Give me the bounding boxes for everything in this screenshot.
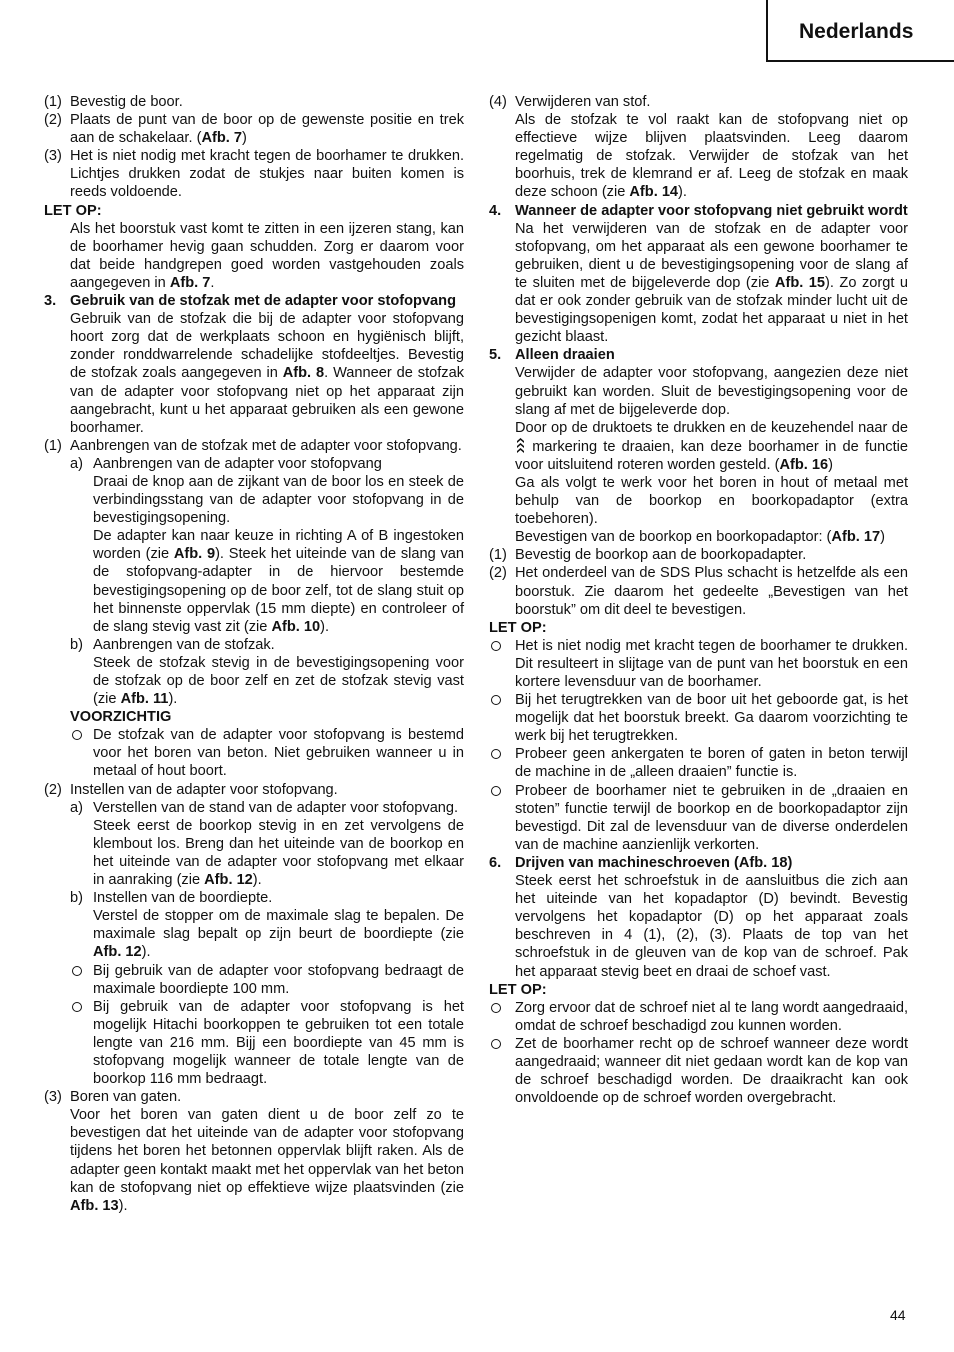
paragraph xyxy=(44,220,464,292)
paragraph-text: Bevestig de boor. xyxy=(70,94,183,110)
list-marker: (3) xyxy=(44,148,62,165)
bullet-circle-icon xyxy=(491,1003,501,1013)
paragraph xyxy=(44,636,464,654)
paragraph xyxy=(489,202,908,220)
paragraph-text: Probeer geen ankergaten te boren of gaten in beton terwijl de machine in de „alleen draaien” functie is. xyxy=(515,746,908,781)
paragraph xyxy=(489,872,908,981)
figure-reference: Afb. 14 xyxy=(629,184,679,201)
figure-reference: Afb. 12 xyxy=(93,944,142,961)
paragraph-text: De adapter kan naar keuze in richting A of B ingestoken worden (zie xyxy=(93,528,464,563)
paragraph-text: Probeer de boorhamer niet te gebruiken in de „draaien en stoten” functie terwijl de boorkop en de boorkopadaptor zijn bevestigd. Dit zal de levensduur van de diverse onderdelen van de machine aanzienlijk verkorten. xyxy=(515,782,908,853)
paragraph xyxy=(489,1035,908,1107)
paragraph-text: ). xyxy=(320,618,330,635)
list-marker: (1) xyxy=(44,437,62,454)
paragraph xyxy=(44,708,464,726)
paragraph xyxy=(489,981,908,999)
paragraph xyxy=(44,473,464,527)
paragraph xyxy=(44,93,464,111)
paragraph-text: Draai de knop aan de zijkant van de boor los en steek de verbindingsstang van de adapter voor stofopvang in de bevestigingsopening. xyxy=(93,473,464,527)
paragraph xyxy=(489,637,908,691)
paragraph-text: De stofzak van de adapter voor stofopvang is bestemd voor het boren van beton. Niet gebruiken wanneer u in metaal of hout boort. xyxy=(93,727,464,780)
list-marker: 5. xyxy=(489,347,502,364)
paragraph-text: ) xyxy=(880,529,885,546)
list-marker: 6. xyxy=(489,854,502,871)
paragraph xyxy=(44,111,464,147)
bullet-circle-icon xyxy=(491,641,501,651)
paragraph xyxy=(44,962,464,998)
paragraph-text: ) xyxy=(241,130,247,147)
paragraph-text: Aanbrengen van de stofzak. xyxy=(93,636,275,653)
paragraph-text: Gebruik van de stofzak die bij de adapter voor stofopvang hoort zorg dat de werkplaats schoon en hygiënisch blijft, zonder ronddwarrelende schadelijke stofdeeltjes. Bevestig de stofzak zoals aangegeven in xyxy=(70,311,464,382)
paragraph xyxy=(44,654,464,708)
paragraph-text: Drijven van machineschroeven (Afb. 18) xyxy=(515,854,793,871)
paragraph-text: Na het verwijderen van de stofzak en de adapter voor stofopvang, om het apparaat als een gewone boorhamer te gebruiken, dient u de bevestigingsopening voor de slang af te sluiten met de bijgeleverde dop (zie xyxy=(515,220,908,291)
paragraph xyxy=(489,999,908,1035)
bullet-circle-icon xyxy=(491,695,501,705)
paragraph-text: Aanbrengen van de adapter voor stofopvang xyxy=(93,455,382,472)
list-marker: (2) xyxy=(44,112,62,129)
paragraph-text: LET OP xyxy=(44,202,97,219)
paragraph xyxy=(489,564,908,618)
list-marker: (3) xyxy=(44,1089,62,1106)
paragraph-text: ). xyxy=(141,944,151,961)
list-marker: 4. xyxy=(489,202,502,219)
list-marker: a) xyxy=(70,799,83,816)
list-marker: (1) xyxy=(489,547,507,564)
paragraph-text: Bevestigen van de boorkop en boorkopadaptor: ( xyxy=(515,529,832,546)
paragraph-text: ). xyxy=(252,872,262,889)
paragraph-text: . xyxy=(210,274,215,291)
figure-reference: Afb. 13 xyxy=(70,1197,119,1214)
bullet-circle-icon xyxy=(491,786,501,796)
paragraph xyxy=(44,726,464,780)
paragraph-text: VOORZICHTIG xyxy=(70,709,172,726)
paragraph xyxy=(44,437,464,455)
paragraph xyxy=(44,455,464,473)
paragraph xyxy=(489,691,908,745)
paragraph xyxy=(489,220,908,347)
paragraph-text: Steek eerst het schroefstuk in de aansluitbus die zich aan het uiteinde van het kopadaptor (D) bevindt. Bevestig vervolgens het kopadaptor (D) op het apparaat zoals beschreven in 4 (1), (2), (3). Plaats de top van het schroefstuk in de gleuven van de kop van de schroef. Pak het apparaat stevig beet en draai de schoef vast. xyxy=(515,873,908,980)
figure-reference: Afb. 7 xyxy=(169,274,211,291)
paragraph-text: Bij het terugtrekken van de boor uit het geboorde gat, is het mogelijk dat het boorstuk breekt. Ga daarom voorzichting te werk bij het terugtrekken. xyxy=(515,692,908,745)
bullet-circle-icon xyxy=(72,1002,82,1012)
paragraph xyxy=(489,474,908,528)
paragraph-text: ). xyxy=(168,691,178,708)
paragraph xyxy=(489,546,908,564)
paragraph xyxy=(489,782,908,854)
paragraph-text: ). Zo zorgt u dat er ook zonder gebruik van de stofzak minder lucht uit de bevestigingsopenigen komt, zodat het apparaat u niet in het gezicht blaast. xyxy=(515,274,908,346)
paragraph xyxy=(489,111,908,201)
list-marker: (1) xyxy=(44,94,62,110)
paragraph-text: Verstel de stopper om de maximale slag te bepalen. De maximale slag bepalt op zijn beurt de boordiepte (zie xyxy=(93,908,464,943)
figure-reference: Afb. 10 xyxy=(271,618,321,635)
figure-reference: Afb. 15 xyxy=(774,274,826,291)
figure-reference: Afb. 8 xyxy=(282,365,325,382)
paragraph-text: : xyxy=(541,619,547,636)
paragraph-text: Als de stofzak te vol raakt kan de stofopvang niet op effectieve wijze blijven plaatsvinden. Leeg daarom regelmatig de stofzak. Verwijder de stofzak van het boorhuis, trek de klemrand er af. Leeg de stofzak en maak deze schoon (zie xyxy=(515,112,908,201)
paragraph xyxy=(489,93,908,111)
paragraph-text: Bij gebruik van de adapter voor stofopvang bedraagt de maximale boordiepte 100 mm. xyxy=(93,962,464,997)
paragraph xyxy=(44,998,464,1088)
paragraph-text: . Wanneer de stofzak van de adapter voor stofopvang niet op het apparaat zijn aangebracht, kunt u het apparaat gebruiken als een gewone boorhamer. xyxy=(70,365,465,436)
paragraph-text: Wanneer de adapter voor stofopvang niet gebruikt wordt xyxy=(515,202,908,219)
list-marker: (2) xyxy=(44,781,62,798)
page-number: 44 xyxy=(890,1307,906,1323)
paragraph-text: markering te draaien, kan deze boorhamer in de functie voor uitsluitend roteren worden gesteld. ( xyxy=(515,438,908,473)
paragraph xyxy=(44,1088,464,1106)
paragraph-text: Alleen draaien xyxy=(515,347,615,364)
list-marker: b) xyxy=(70,890,83,907)
list-marker: (4) xyxy=(489,94,507,110)
figure-reference: Afb. 17 xyxy=(831,529,881,546)
paragraph-text: Het is niet nodig met kracht tegen de boorhamer te drukken. Lichtjes drukken zodat de stukjes naar buiten komen is reeds voldoende. xyxy=(70,148,464,201)
language-tab xyxy=(766,0,954,62)
paragraph-text: LET OP xyxy=(489,619,542,636)
figure-reference: Afb. 16 xyxy=(779,456,829,473)
paragraph-text: Instellen van de adapter voor stofopvang. xyxy=(70,781,338,798)
rotation-only-symbol-icon xyxy=(516,437,525,454)
paragraph xyxy=(489,528,908,546)
paragraph-text: Gebruik van de stofzak met de adapter voor stofopvang xyxy=(70,293,457,310)
paragraph-text: ). Steek het uiteinde van de slang van de stofopvang-adapter in de hiervoor bestemde bevestigingsopening op de boor zelf, tot de slang stuit op het binnenste oppervlak (15 mm diepte) en controleer of de slang stevig vast zit (zie xyxy=(93,546,464,635)
figure-reference: Afb. 7 xyxy=(201,130,242,147)
paragraph xyxy=(44,147,464,201)
paragraph-text: Steek eerst de boorkop stevig in en zet vervolgens de klembout los. Breng dan het uiteinde van de boorkop en het uiteinde van de adapter voor stofopvang met elkaar in aanraking (zie xyxy=(93,817,464,889)
paragraph-text: Ga als volgt te werk voor het boren in hout of metaal met behulp van de boorkop en boorkopadaptor (extra toebehoren). xyxy=(515,474,908,528)
paragraph-text: Boren van gaten. xyxy=(70,1089,182,1106)
paragraph-text: LET OP xyxy=(489,981,542,998)
figure-reference: Afb. 12 xyxy=(204,872,253,889)
bullet-circle-icon xyxy=(72,730,82,740)
paragraph-text: Zet de boorhamer recht op de schroef wanneer deze wordt aangedraaid; wanneer dit niet gedaan wordt kan de kop van de schroef beschadigd worden. De draaikracht kan ook onvoldoende op de schroef worden overgebracht. xyxy=(515,1035,908,1107)
paragraph-text: : xyxy=(96,202,102,219)
paragraph-text: Bij gebruik van de adapter voor stofopvang is het mogelijk Hitachi boorkoppen te gebruiken tot een totale lengte van 216 mm. Bijj een boordiepte van 45 mm is stofopvang mogelijk wanneer de totale lengte van de boorkop 116 mm bedraagt. xyxy=(93,998,464,1088)
paragraph xyxy=(489,619,908,637)
language-label: Nederlands xyxy=(799,20,914,43)
paragraph xyxy=(44,781,464,799)
paragraph-text: Steek de stofzak stevig in de bevestigingsopening voor de stofzak op de boor zelf en zet de stofzak stevig vast (zie xyxy=(93,654,464,708)
list-marker: a) xyxy=(70,455,83,472)
paragraph xyxy=(489,854,908,872)
paragraph xyxy=(44,889,464,907)
paragraph xyxy=(44,310,464,437)
paragraph-text: Het onderdeel van de SDS Plus schacht is hetzelfde als een boorstuk. Zie daarom het gedeelte „Bevestigen van het boorstuk” om dit deel te bevestigen. xyxy=(515,565,908,618)
paragraph xyxy=(44,527,464,636)
paragraph xyxy=(44,292,464,310)
paragraph xyxy=(489,346,908,364)
list-marker: 3. xyxy=(44,293,57,310)
paragraph-text: Door op de druktoets te drukken en de keuzehendel naar de xyxy=(515,419,908,436)
paragraph-text: ). xyxy=(118,1197,128,1214)
list-marker: (2) xyxy=(489,565,507,582)
paragraph-text: Plaats de punt van de boor op de gewenste positie en trek aan de schakelaar. ( xyxy=(70,112,464,147)
bullet-circle-icon xyxy=(72,966,82,976)
paragraph-text: Instellen van de boordiepte. xyxy=(93,890,273,907)
paragraph xyxy=(44,1106,464,1215)
paragraph xyxy=(489,364,908,418)
paragraph-text: Aanbrengen van de stofzak met de adapter voor stofopvang. xyxy=(70,437,462,454)
paragraph xyxy=(44,817,464,889)
paragraph xyxy=(44,799,464,817)
paragraph-text: Als het boorstuk vast komt te zitten in een ijzeren stang, kan de boorhamer hevig gaan schudden. Zorg er daarom voor dat beide handgrepen goed worden vastgehouden zoals aangegeven in xyxy=(70,220,464,291)
paragraph-text: Voor het boren van gaten dient u de boor zelf zo te bevestigen dat het uiteinde van de adapter voor stofopvang tijdens het boren het betonnen oppervlak blijft raken. Als de adapter geen kontakt maakt met het oppervlak van het beton kan de stofopvang niet op effektieve wijze plaatsvinden (zie xyxy=(70,1107,464,1196)
paragraph-text: Bevestig de boorkop aan de boorkopadapter. xyxy=(515,547,807,564)
left-column xyxy=(44,93,464,1215)
bullet-circle-icon xyxy=(491,749,501,759)
right-column xyxy=(489,93,908,1107)
paragraph-text: Verwijder de adapter voor stofopvang, aangezien deze niet gebruikt kan worden. Sluit de bevestigingsopening voor de slang af met de bijgeleverde dop. xyxy=(515,365,908,418)
paragraph-text: Het is niet nodig met kracht tegen de boorhamer te drukken. Dit resulteert in slijtage van de punt van het boorstuk en een kortere levensduur van de boorhamer. xyxy=(515,637,908,690)
paragraph-text: ) xyxy=(828,456,833,473)
bullet-circle-icon xyxy=(491,1039,501,1049)
figure-reference: Afb. 9 xyxy=(173,546,216,563)
paragraph-text: Zorg ervoor dat de schroef niet al te lang wordt aangedraaid, omdat de schroef beschadigd zou kunnen worden. xyxy=(515,999,908,1034)
paragraph-text: Verwijderen van stof. xyxy=(515,94,651,110)
figure-reference: Afb. 11 xyxy=(120,691,169,708)
paragraph xyxy=(489,745,908,781)
paragraph-text: : xyxy=(541,981,547,998)
paragraph-text: ). xyxy=(678,184,687,201)
paragraph xyxy=(44,202,464,220)
paragraph-text: Verstellen van de stand van de adapter voor stofopvang. xyxy=(93,799,459,816)
list-marker: b) xyxy=(70,636,83,653)
paragraph xyxy=(489,419,908,474)
paragraph xyxy=(44,907,464,961)
